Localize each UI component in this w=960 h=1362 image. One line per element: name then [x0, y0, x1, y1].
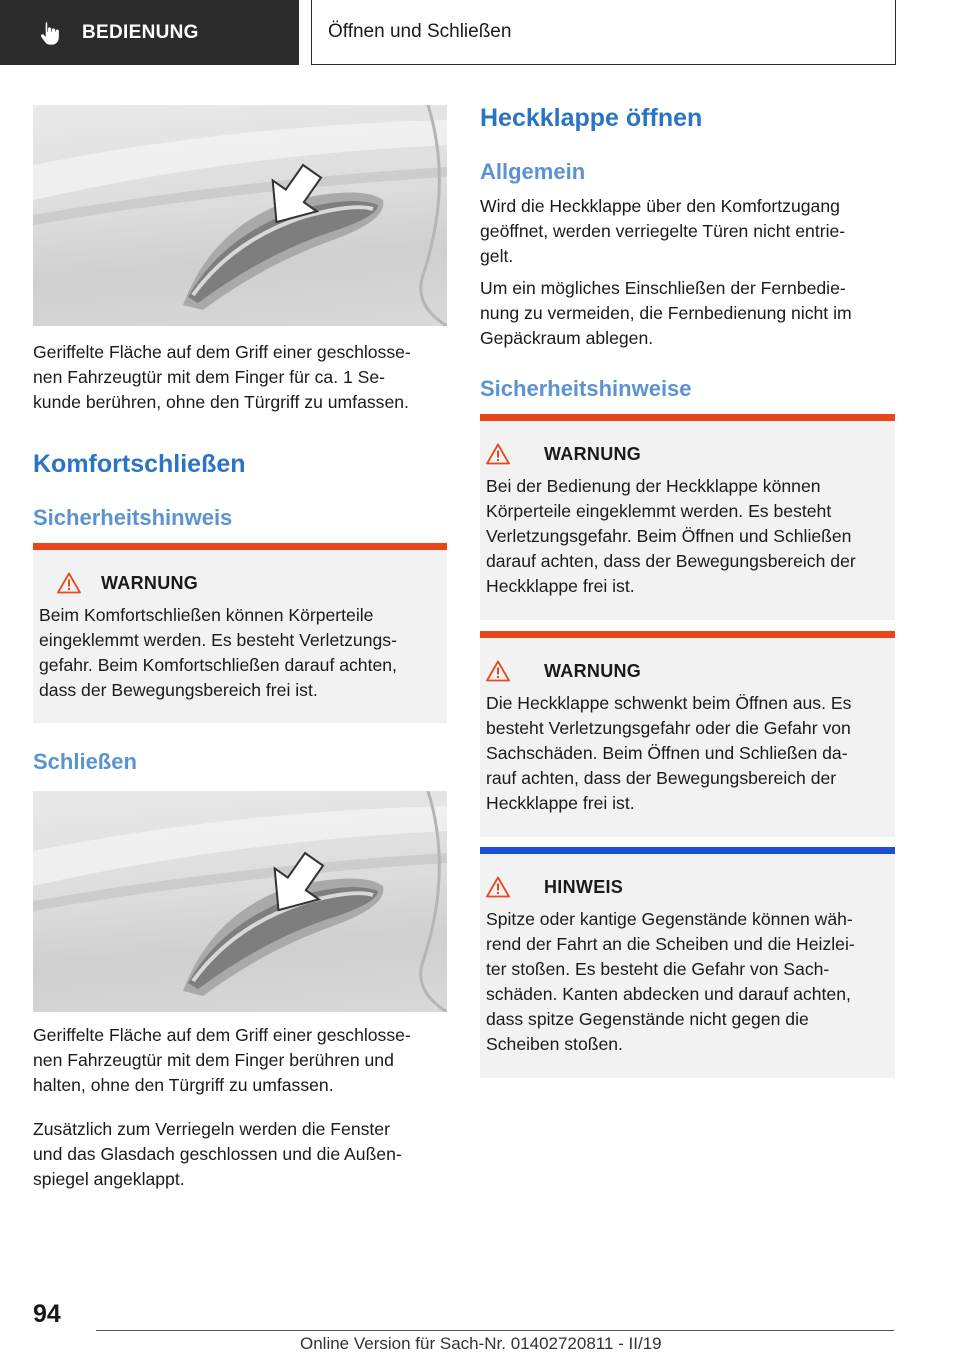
notice-title-row: [486, 876, 623, 898]
heading-sicherheitshinweis: Sicherheitshinweis: [33, 505, 233, 530]
text-line: Geriffelte Fläche auf dem Griff einer geschlosse-: [33, 1025, 411, 1045]
text-line: Bei der Bedienung der Heckklappe können: [486, 476, 821, 496]
caption-schliessen: [33, 1023, 447, 1098]
header-section-tab: [0, 0, 299, 65]
text-line: Körperteile eingeklemmt werden. Es besteht: [486, 501, 832, 521]
warning-title: WARNUNG: [101, 572, 199, 593]
heading-komfortschliessen: Komfortschließen: [33, 450, 246, 478]
notice-bar: [480, 847, 895, 854]
text-line: nen Fahrzeugtür mit dem Finger für ca. 1 Se-: [33, 367, 386, 387]
footer-online-version: Online Version für Sach-Nr. 01402720811 - II/19: [300, 1334, 662, 1353]
caption-komfortzugang: [33, 340, 447, 415]
warning-bar: [33, 543, 447, 550]
heading-heckklappe-oeffnen: Heckklappe öffnen: [480, 104, 703, 132]
text-line: Die Heckklappe schwenkt beim Öffnen aus. Es: [486, 693, 852, 713]
heading-sicherheitshinweise: Sicherheitshinweise: [480, 376, 692, 401]
paragraph-fernbedienung: [480, 276, 895, 351]
text-line: halten, ohne den Türgriff zu umfassen.: [33, 1075, 334, 1095]
text-line: Um ein mögliches Einschließen der Fernbedie-: [480, 278, 846, 298]
text-line: Beim Komfortschließen können Körperteile: [39, 605, 374, 625]
text-line: kunde berühren, ohne den Türgriff zu umfassen.: [33, 392, 409, 412]
header-section-label: BEDIENUNG: [82, 21, 199, 43]
warning-text: [39, 603, 439, 703]
warning-triangle-icon: [486, 660, 510, 682]
page-number: 94: [33, 1300, 61, 1328]
notice-title: HINWEIS: [544, 876, 624, 897]
text-line: Wird die Heckklappe über den Komfortzugang: [480, 196, 840, 216]
warning-bar: [480, 631, 895, 638]
warning-box-heckklappe-bedienung: [480, 414, 895, 620]
text-line: Scheiben stoßen.: [486, 1034, 623, 1054]
notice-box-scheiben: [480, 847, 895, 1078]
paragraph-komfortzugang: [480, 194, 895, 269]
warning-title: WARNUNG: [544, 660, 642, 681]
text-line: Heckklappe frei ist.: [486, 793, 635, 813]
notice-text: [486, 907, 891, 1057]
warning-text: [486, 474, 891, 599]
warning-title-row: [486, 660, 641, 682]
warning-title-row: [57, 572, 198, 594]
text-line: Zusätzlich zum Verriegeln werden die Fenster: [33, 1119, 390, 1139]
text-line: rauf achten, dass der Bewegungsbereich der: [486, 768, 837, 788]
header-chapter-tab: [311, 0, 896, 65]
door-handle-image-1: [33, 105, 447, 326]
text-line: Heckklappe frei ist.: [486, 576, 635, 596]
paragraph-verriegeln: [33, 1117, 447, 1192]
text-line: dass spitze Gegenstände nicht gegen die: [486, 1009, 809, 1029]
hand-pointer-icon: [36, 19, 64, 47]
heading-allgemein: Allgemein: [480, 159, 586, 184]
text-line: nen Fahrzeugtür mit dem Finger berühren und: [33, 1050, 394, 1070]
text-line: geöffnet, werden verriegelte Türen nicht entrie-: [480, 221, 846, 241]
warning-title: WARNUNG: [544, 443, 642, 464]
text-line: spiegel angeklappt.: [33, 1169, 185, 1189]
text-line: darauf achten, dass der Bewegungsbereich der: [486, 551, 856, 571]
text-line: besteht Verletzungsgefahr oder die Gefahr von: [486, 718, 851, 738]
text-line: gefahr. Beim Komfortschließen darauf achten,: [39, 655, 397, 675]
warning-box-heckklappe-schwenkt: [480, 631, 895, 837]
text-line: eingeklemmt werden. Es besteht Verletzungs-: [39, 630, 397, 650]
warning-triangle-icon: [57, 572, 81, 594]
text-line: schäden. Kanten abdecken und darauf achten,: [486, 984, 851, 1004]
warning-bar: [480, 414, 895, 421]
warning-triangle-icon: [486, 876, 510, 898]
text-line: Geriffelte Fläche auf dem Griff einer geschlosse-: [33, 342, 411, 362]
warning-title-row: [486, 443, 641, 465]
text-line: ter stoßen. Es besteht die Gefahr von Sach-: [486, 959, 830, 979]
text-line: und das Glasdach geschlossen und die Außen-: [33, 1144, 402, 1164]
warning-triangle-icon: [486, 443, 510, 465]
text-line: rend der Fahrt an die Scheiben und die Heizlei-: [486, 934, 855, 954]
footer-divider: [96, 1330, 894, 1331]
warning-box-komfortschliessen: [33, 543, 447, 723]
heading-schliessen: Schließen: [33, 749, 137, 774]
warning-text: [486, 691, 891, 816]
door-handle-image-2: [33, 791, 447, 1012]
text-line: dass der Bewegungsbereich frei ist.: [39, 680, 318, 700]
text-line: Spitze oder kantige Gegenstände können wäh-: [486, 909, 853, 929]
text-line: gelt.: [480, 246, 514, 266]
header-chapter-title: Öffnen und Schließen: [328, 21, 512, 42]
text-line: Verletzungsgefahr. Beim Öffnen und Schließen: [486, 526, 852, 546]
text-line: Sachschäden. Beim Öffnen und Schließen da-: [486, 743, 848, 763]
text-line: Gepäckraum ablegen.: [480, 328, 654, 348]
text-line: nung zu vermeiden, die Fernbedienung nicht im: [480, 303, 852, 323]
